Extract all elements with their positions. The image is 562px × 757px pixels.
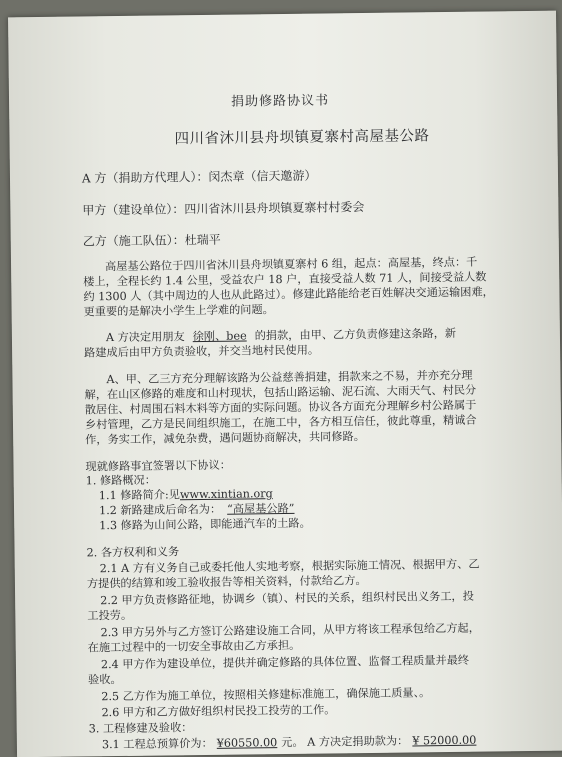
section-2-item-4-line-2: 验收。 — [88, 673, 122, 687]
section-1-item-2 — [99, 502, 301, 518]
paragraph-3-line-1: A、甲、乙三方充分理解该路为公益慈善捐建，捐款来之不易，并亦充分理 — [106, 368, 473, 387]
section-2-item-1-line-1: 2.1 A 方有义务自己或委托他人实地考察，根据实际施工情况、根据甲方、乙 — [99, 557, 480, 576]
paragraph-1-line-3: 约 1300 人（其中周边的人也从此路过）。修建此路能给老百姓解决交通运输困难， — [83, 285, 494, 304]
paragraph-2-line-1 — [106, 327, 456, 345]
section-3-heading: 3. 工程修建及验收： — [88, 721, 193, 736]
paragraph-1-line-2: 楼上，全程长约 1.4 公里，受益农户 18 户，直接受益人数 71 人，间接受益人数 — [83, 270, 487, 289]
section-2-heading: 2. 各方权利和义务 — [86, 545, 180, 560]
paragraph-3-line-3: 散居住、村周围石料木料等方面的实际问题。协议各方面充分理解乡村公路属于 — [84, 398, 477, 417]
agreement-intro: 现就修路事宜签署以下协议： — [85, 458, 232, 474]
party-yi: 乙方（施工队伍）：杜瑞平 — [82, 232, 221, 249]
paragraph-2-line-2: 路建成后由甲方负责验收，并交当地村民使用。 — [84, 343, 320, 360]
paragraph-3-line-4: 乡村管理，乙方是民间组织施工，在施工中，各方相互信任，彼此尊重，精诚合 — [84, 413, 477, 432]
section-1-item-3: 1.3 修路为山间公路，即能通汽车的土路。 — [99, 516, 311, 533]
agreement-paper — [8, 11, 562, 757]
paragraph-3-line-2: 解，在山区修路的难度和山村现状，包括山路运输、泥石流、大雨天气、村民分 — [84, 383, 477, 402]
section-3-item-1-label: 3.1 工程总预算价为： — [101, 736, 213, 752]
document-subtitle: 四川省沐川县舟坝镇夏寨村高屋基公路 — [174, 128, 430, 148]
paragraph-2-pre: A 方决定用朋友 — [105, 330, 185, 345]
section-1-item-1 — [99, 487, 273, 503]
section-1-heading: 1. 修路概况： — [85, 473, 156, 488]
section-2-item-1-line-2: 方提供的结算和竣工验收报告等相关资料，付款给乙方。 — [86, 574, 367, 591]
website-link[interactable]: www.xintian.org — [179, 487, 273, 502]
section-3-item-1-mid: 元。 A 方决定捐助款为： — [281, 734, 409, 750]
paragraph-3-line-5: 作，务实工作，减免杂费，遇问题协商解决，共同修路。 — [85, 430, 365, 447]
budget-amount: ¥60550.00 — [216, 736, 278, 750]
section-2-item-4-line-1: 2.4 甲方作为建设单位，提供并确定修路的具体位置、监督工程质量并最终 — [100, 653, 470, 672]
section-1-item-1-label: 1.1 修路简介:见 — [98, 488, 181, 503]
paragraph-1-line-4: 更重要的是解决小学生上学难的问题。 — [83, 303, 274, 319]
document-title: 捐助修路协议书 — [230, 93, 330, 110]
section-2-item-2-line-2: 工投劳。 — [87, 608, 133, 623]
section-2-item-3-line-2: 在施工过程中的一切安全事故由乙方承担。 — [87, 638, 301, 655]
section-3-item-1 — [102, 734, 477, 753]
section-2-item-6: 2.6 甲方和乙方做好组织村民投工投劳的工作。 — [101, 703, 336, 720]
section-1-item-2-label: 1.2 新路建成后命名为： — [98, 502, 222, 518]
road-name: “高屋基公路” — [227, 501, 295, 516]
party-a: A 方（捐助方代理人）：闵杰章（信天邀游） — [81, 168, 317, 186]
section-2-item-3-line-1: 2.3 甲方另外与乙方签订公路建设施工合同，从甲方将该工程承包给乙方起， — [100, 621, 480, 640]
section-2-item-5: 2.5 乙方作为施工单位，按照相关修建标准施工，确保施工质量、。 — [101, 686, 431, 704]
paragraph-2-post: 的捐款，由甲、乙方负责修建这条路，新 — [254, 326, 457, 343]
paragraph-1-line-1: 高屋基公路位于四川省沐川县舟坝镇夏寨村 6 组，起点：高屋基，终点：千 — [104, 255, 478, 274]
party-jia: 甲方（建设单位）：四川省沐川县舟坝镇夏寨村村委会 — [82, 200, 365, 218]
donor-names: 徐刚、bee — [192, 329, 247, 344]
section-2-item-2-line-1: 2.2 甲方负责修路征地，协调乡（镇）、村民的关系，组织村民出义务工，投 — [100, 589, 474, 608]
donation-amount: ¥ 52000.00 — [412, 733, 477, 748]
